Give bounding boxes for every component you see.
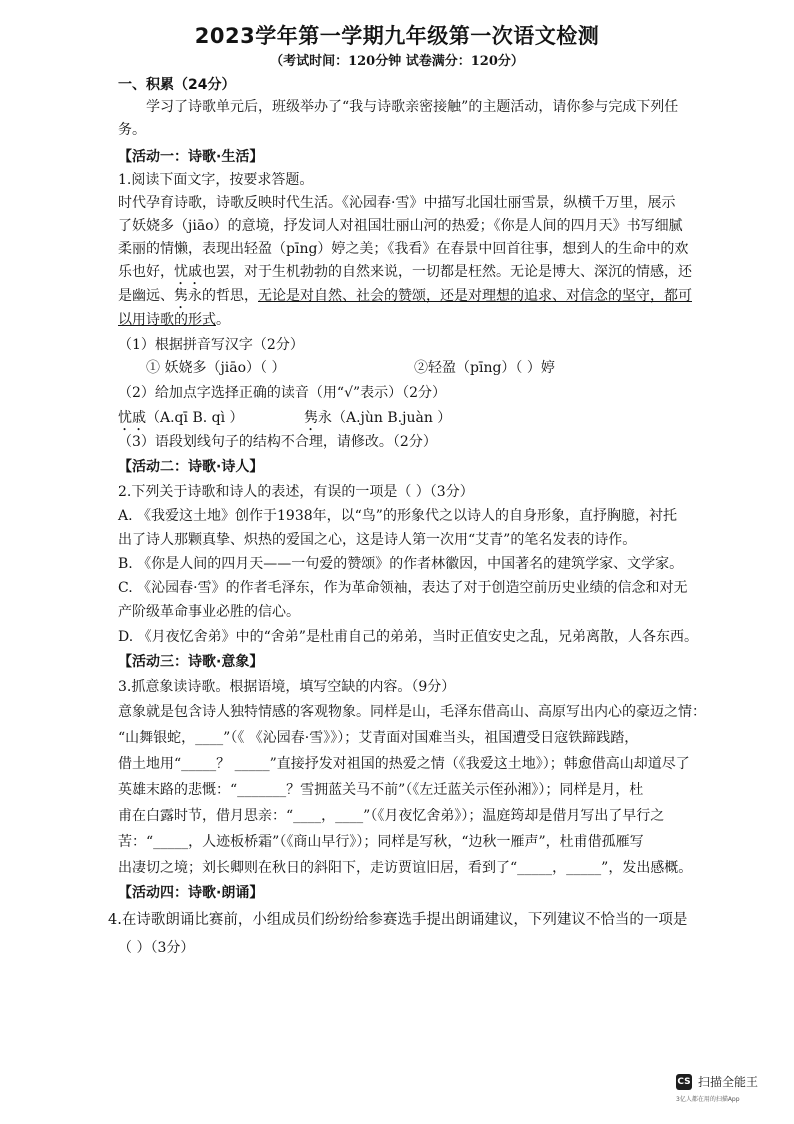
question-text: 2.下列关于诗歌和诗人的表述，有误的一项是（ ）（3分） bbox=[118, 484, 474, 500]
fill-blank-line: 苦：“_____，人迹板桥霜”（《商山早行》）；同样是写秋，“边秋一雁声”，杜甫借孤雁写 bbox=[118, 834, 644, 850]
passage-line: 乐也好，忧戚也罢，对于生机勃勃的自然来说，一切都是枉然。无论是博大、深沉的情感，还 bbox=[118, 264, 692, 280]
camscanner-logo-icon: CS bbox=[676, 1074, 692, 1090]
exam-info: （考试时间：120分钟 试卷满分：120分） bbox=[270, 54, 524, 69]
underlined-sentence-end: 以用诗歌的形式 bbox=[118, 312, 216, 328]
fill-blank-line: 英雄末路的悲慨：“_______？雪拥蓝关马不前”（《左迁蓝关示侄孙湘》）；同样是月，杜 bbox=[118, 782, 644, 798]
passage-line: 时代孕育诗歌，诗歌反映时代生活。《沁园春·雪》中描写北国壮丽雪景，纵横千万里，展示 bbox=[118, 195, 676, 211]
passage-line: 了妖娆多（jiāo）的意境，抒发词人对祖国壮丽山河的热爱；《你是人间的四月天》书写细腻 bbox=[118, 218, 683, 234]
answer-bracket: （ ）（3分） bbox=[118, 940, 195, 956]
activity-heading: 【活动一：诗歌·生活】 bbox=[118, 149, 264, 165]
passage-line: 是幽远、隽永的哲思，无论是对自然、社会的赞颂，还是对理想的追求、对信念的坚守，都可 bbox=[118, 288, 692, 304]
fill-blank-line: 出凄切之境；刘长卿则在秋日的斜阳下，走访贾谊旧居，看到了“_____，_____”，发出感概。 bbox=[118, 860, 693, 876]
subquestion-text: （2）给加点字选择正确的读音（用“√”表示）（2分） bbox=[118, 385, 447, 401]
fill-blank-line: “山舞银蛇，____”（《 《沁园春·雪》》）；艾青面对国难当头，祖国遭受日寇铁蹄践踏， bbox=[118, 730, 639, 746]
option-d: D. 《月夜忆舍弟》中的“舍弟”是杜甫自己的弟弟，当时正值安史之乱，兄弟离散，人各东西。 bbox=[118, 629, 698, 645]
blank-item: ②轻盈（pīng）（ ）婷 bbox=[414, 360, 555, 376]
option-c-cont: 产阶级革命事业必胜的信心。 bbox=[118, 604, 300, 620]
underlined-sentence: 无论是对自然、社会的赞颂，还是对理想的追求、对信念的坚守，都可 bbox=[258, 288, 692, 304]
activity-heading: 【活动三：诗歌·意象】 bbox=[118, 654, 264, 670]
option-c: C. 《沁园春·雪》的作者毛泽东，作为革命领袖，表达了对于创造空前历史业绩的信念和对无 bbox=[118, 580, 688, 596]
fill-blank-line: 借土地用“_____？ _____”直接抒发对祖国的热爱之情（《我爱这土地》）；韩愈借高山却道尽了 bbox=[118, 756, 690, 772]
blank-item: ① 妖娆多（jiāo）（ ） bbox=[146, 360, 286, 376]
subquestion-text: （3）语段划线句子的结构不合理，请修改。（2分） bbox=[118, 434, 437, 450]
option-a: A. 《我爱这土地》创作于1938年，以“鸟”的形象代之以诗人的自身形象，直抒胸臆，衬托 bbox=[118, 508, 677, 524]
option-b: B. 《你是人间的四月天——一句爱的赞颂》的作者林徽因，中国著名的建筑学家、文学家。 bbox=[118, 556, 684, 572]
question-text: 4.在诗歌朗诵比赛前，小组成员们纷纷给参赛选手提出朗诵建议，下列建议不恰当的一项是 bbox=[108, 912, 688, 928]
passage-line: 柔丽的情懒，表现出轻盈（pīng）婷之美；《我看》在春景中回首往事，想到人的生命中的欢 bbox=[118, 241, 689, 257]
passage-line: 以用诗歌的形式。 bbox=[118, 312, 230, 328]
section-heading: 一、积累（24分） bbox=[118, 77, 236, 93]
fill-blank-line: 甫在白露时节，借月思亲：“____，____”（《月夜忆舍弟》）；温庭筠却是借月写出了早行之 bbox=[118, 808, 665, 824]
watermark-tagline: 3亿人都在用的扫描App bbox=[676, 1096, 740, 1103]
option-a-cont: 出了诗人那颗真挚、炽热的爱国之心，这是诗人第一次用“艾青”的笔名发表的诗作。 bbox=[118, 532, 637, 548]
activity-heading: 【活动四：诗歌·朗诵】 bbox=[118, 885, 264, 901]
page-title: 2023学年第一学期九年级第一次语文检测 bbox=[194, 24, 600, 48]
pronunciation-choice: 隽永（A.jùn B.juàn ） bbox=[304, 410, 452, 426]
watermark-brand: 扫描全能王 bbox=[698, 1075, 759, 1089]
pronunciation-choice: 忧戚（A.qī B. qì ） bbox=[118, 410, 244, 426]
question-text: 1.阅读下面文字，按要求答题。 bbox=[118, 172, 314, 188]
subquestion-text: （1）根据拼音写汉字（2分） bbox=[118, 337, 304, 353]
intro-text: 学习了诗歌单元后，班级举办了“我与诗歌亲密接触”的主题活动，请你参与完成下列任 bbox=[146, 99, 679, 115]
intro-text-cont: 务。 bbox=[118, 122, 146, 138]
fill-blank-line: 意象就是包含诗人独特情感的客观物象。同样是山，毛泽东借高山、高原写出内心的豪迈之情： bbox=[118, 704, 706, 720]
activity-heading: 【活动二：诗歌·诗人】 bbox=[118, 459, 264, 475]
question-text: 3.抓意象读诗歌。根据语境，填写空缺的内容。（9分） bbox=[118, 679, 456, 695]
